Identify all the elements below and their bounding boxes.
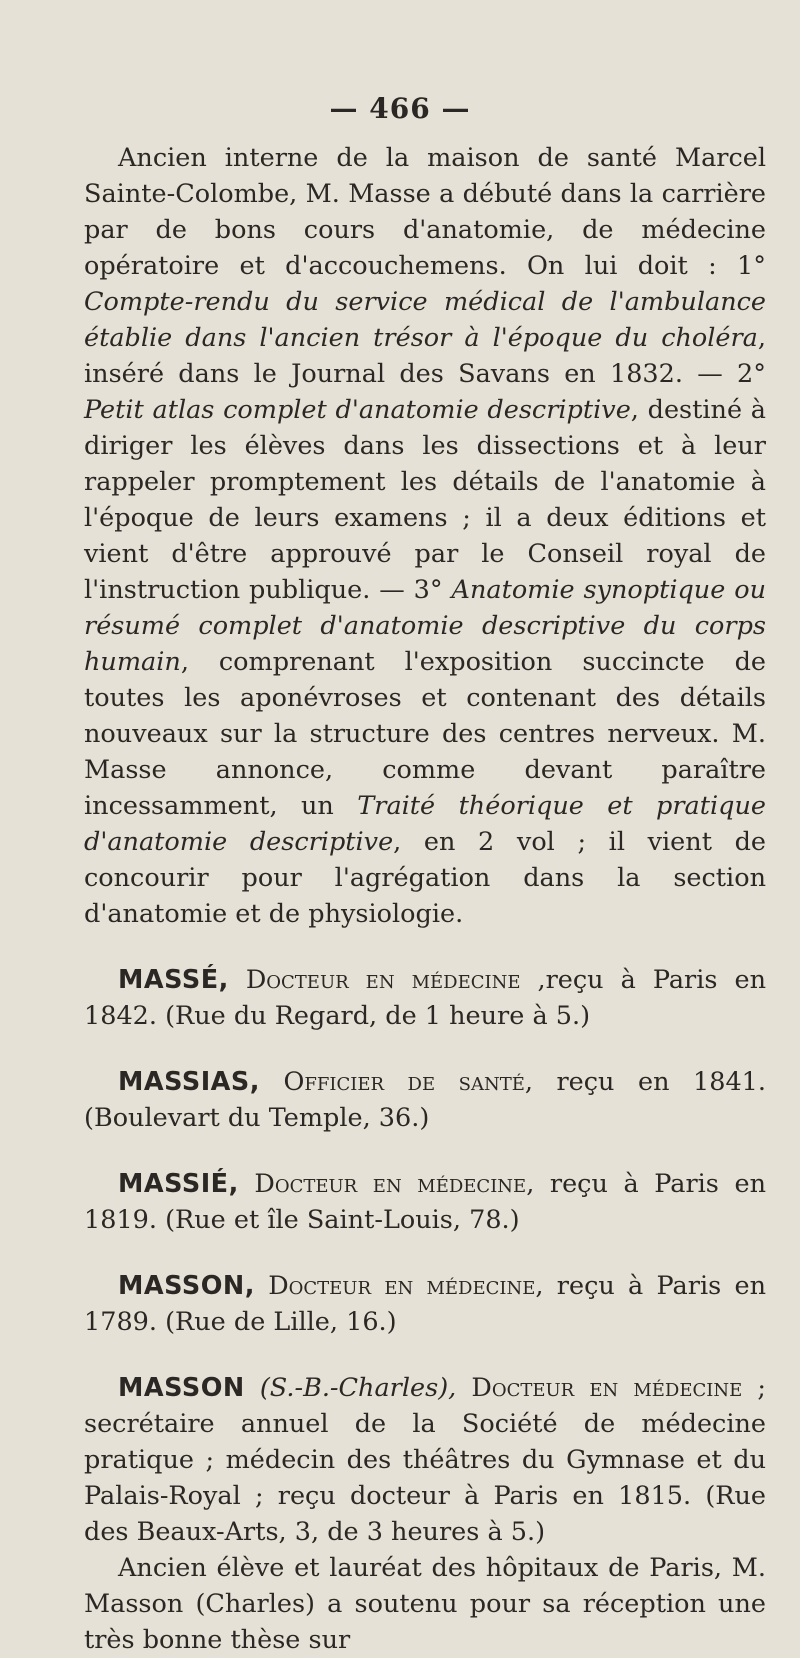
directory-entry-massie [84, 1166, 766, 1238]
masson-biography-paragraph: Ancien élève et lauréat des hôpitaux de Paris, M. Masson (Charles) a soutenu pour sa réception une très bonne thèse sur [84, 1553, 766, 1655]
entry-title: Docteur en médecine [238, 1169, 527, 1199]
entry-details: , reçu en 1841. (Boulevart du Temple, 36.) [84, 1067, 766, 1133]
work-title-3: Anatomie synoptique ou résumé complet d'anatomie descriptive du corps humain [84, 575, 766, 677]
entry-name: MASSIAS, [118, 1067, 260, 1097]
entry-name: MASSON, [118, 1271, 255, 1301]
page-number: — 466 — [329, 92, 471, 125]
entry-name: MASSON [118, 1373, 245, 1403]
entry-title: Docteur en médecine [254, 1271, 536, 1301]
masse-biography-paragraph: Ancien interne de la maison de santé Marcel Sainte-Colombe, M. Masse a débuté dans la carrière par de bons cours d'anatomie, de médecine opératoire et d'accouchemens. On lui doit : 1° Compte-rendu du service médical de l'ambulance établie dans l'ancien trésor à l'époque du choléra, inséré dans le Journal des Savans en 1832. — 2° Petit atlas complet d'anatomie descriptive, destiné à diriger les élèves dans les dissections et à leur rappeler promptement les détails de l'anatomie à l'époque de leurs examens ; il a deux éditions et vient d'être approuvé par le Conseil royal de l'instruction publique. — 3° Anatomie synoptique ou résumé complet d'anatomie descriptive du corps humain, comprenant l'exposition succincte de toutes les aponévroses et contenant des détails nouveaux sur la structure des centres nerveux. M. Masse annonce, comme devant paraître incessamment, un Traité théorique et pratique d'anatomie descriptive, en 2 vol ; il vient de concourir pour l'agrégation dans la section d'anatomie et de physiologie. [84, 143, 767, 929]
entry-details: , reçu à Paris en 1789. (Rue de Lille, 16.) [84, 1271, 766, 1337]
work-title-2: Petit atlas complet d'anatomie descriptive [84, 395, 631, 425]
entry-name: MASSÉ, [118, 965, 229, 995]
entry-title: Docteur en médecine [471, 1373, 743, 1403]
directory-entry-masson [84, 1268, 766, 1340]
directory-entry-masse [84, 962, 766, 1034]
entry-details: , reçu à Paris en 1819. (Rue et île Saint-Louis, 78.) [84, 1169, 766, 1235]
page-text [84, 140, 766, 1658]
entry-title: Officier de santé [259, 1067, 525, 1097]
entry-title: Docteur en médecine [228, 965, 521, 995]
work-title-1: Compte-rendu du service médical de l'ambulance établie dans l'ancien trésor à l'époque du choléra [84, 287, 766, 353]
directory-entry-massias [84, 1064, 766, 1136]
work-title-4: Traité théorique et pratique d'anatomie descriptive [84, 791, 766, 857]
entry-details: ; secrétaire annuel de la Société de médecine pratique ; médecin des théâtres du Gymnase et du Palais-Royal ; reçu docteur à Paris en 1815. (Rue des Beaux-Arts, 3, de 3 heures à 5.) [84, 1373, 766, 1547]
directory-entry-masson-charles [84, 1370, 766, 1550]
entry-details: ,reçu à Paris en 1842. (Rue du Regard, de 1 heure à 5.) [84, 965, 766, 1031]
entry-given-names: (S.-B.-Charles), [244, 1373, 472, 1403]
entry-name: MASSIÉ, [118, 1169, 239, 1199]
